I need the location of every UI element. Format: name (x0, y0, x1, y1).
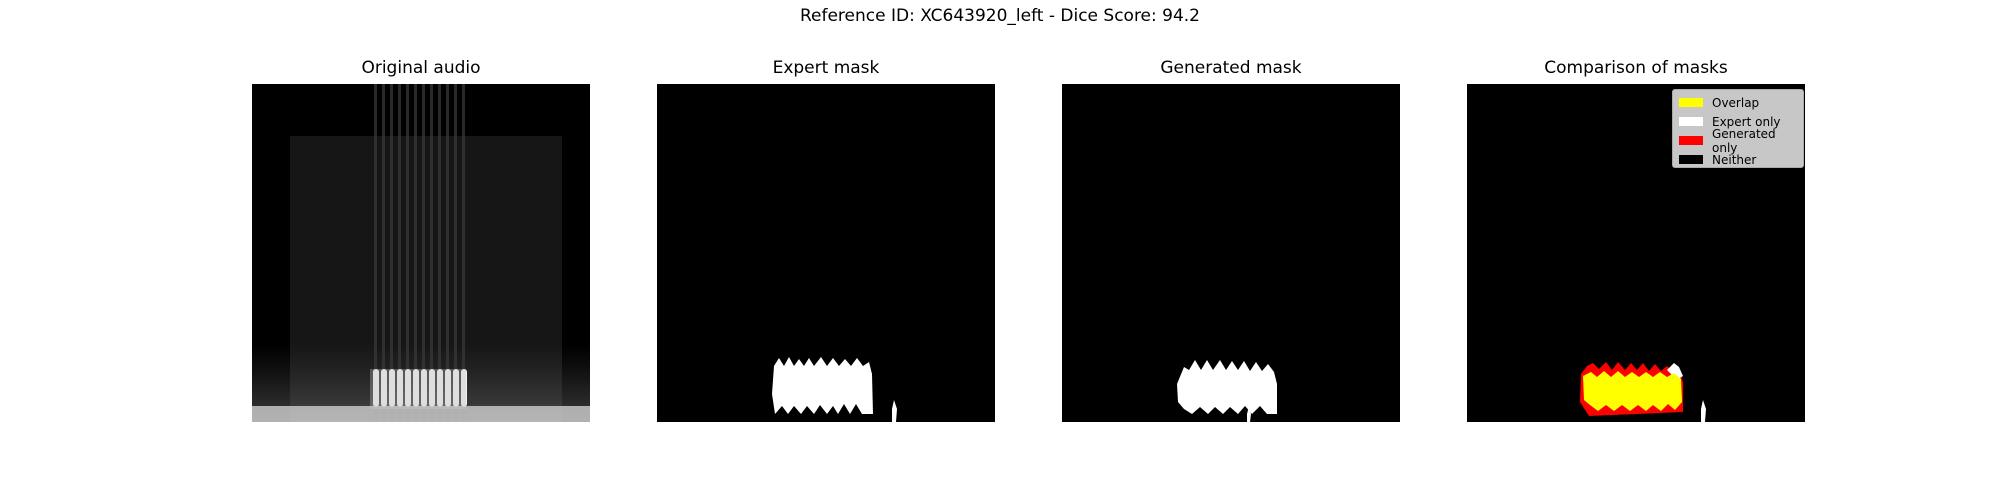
legend-item-overlap (1679, 93, 1797, 112)
legend-label-generated-only: Generated only (1712, 126, 1776, 155)
legend-label-neither: Neither (1712, 152, 1757, 167)
panel-expert-mask (657, 84, 995, 422)
legend-item-generated-only (1679, 126, 1797, 155)
legend-label-expert-only: Expert only (1712, 114, 1781, 129)
panel-title-generated-mask: Generated mask (1160, 58, 1302, 78)
expert-mask-region (772, 357, 873, 414)
panel-title-comparison: Comparison of masks (1544, 58, 1728, 78)
legend-swatch-neither (1679, 155, 1703, 164)
legend-label-overlap: Overlap (1712, 95, 1760, 110)
legend-swatch-generated-only (1679, 136, 1703, 145)
panel-title-original-audio: Original audio (361, 58, 481, 78)
expert-mask-image (657, 84, 995, 422)
panel-title-expert-mask: Expert mask (772, 58, 880, 78)
legend-swatch-overlap (1679, 98, 1703, 107)
generated-mask-image (1062, 84, 1400, 422)
legend-box (1672, 89, 1804, 168)
legend-swatch-expert-only (1679, 117, 1703, 126)
panel-generated-mask (1062, 84, 1400, 422)
spectrogram-image (252, 84, 590, 422)
figure-title: Reference ID: XC643920_left - Dice Score: 94.2 (799, 6, 1200, 26)
panel-original-audio (252, 84, 590, 422)
